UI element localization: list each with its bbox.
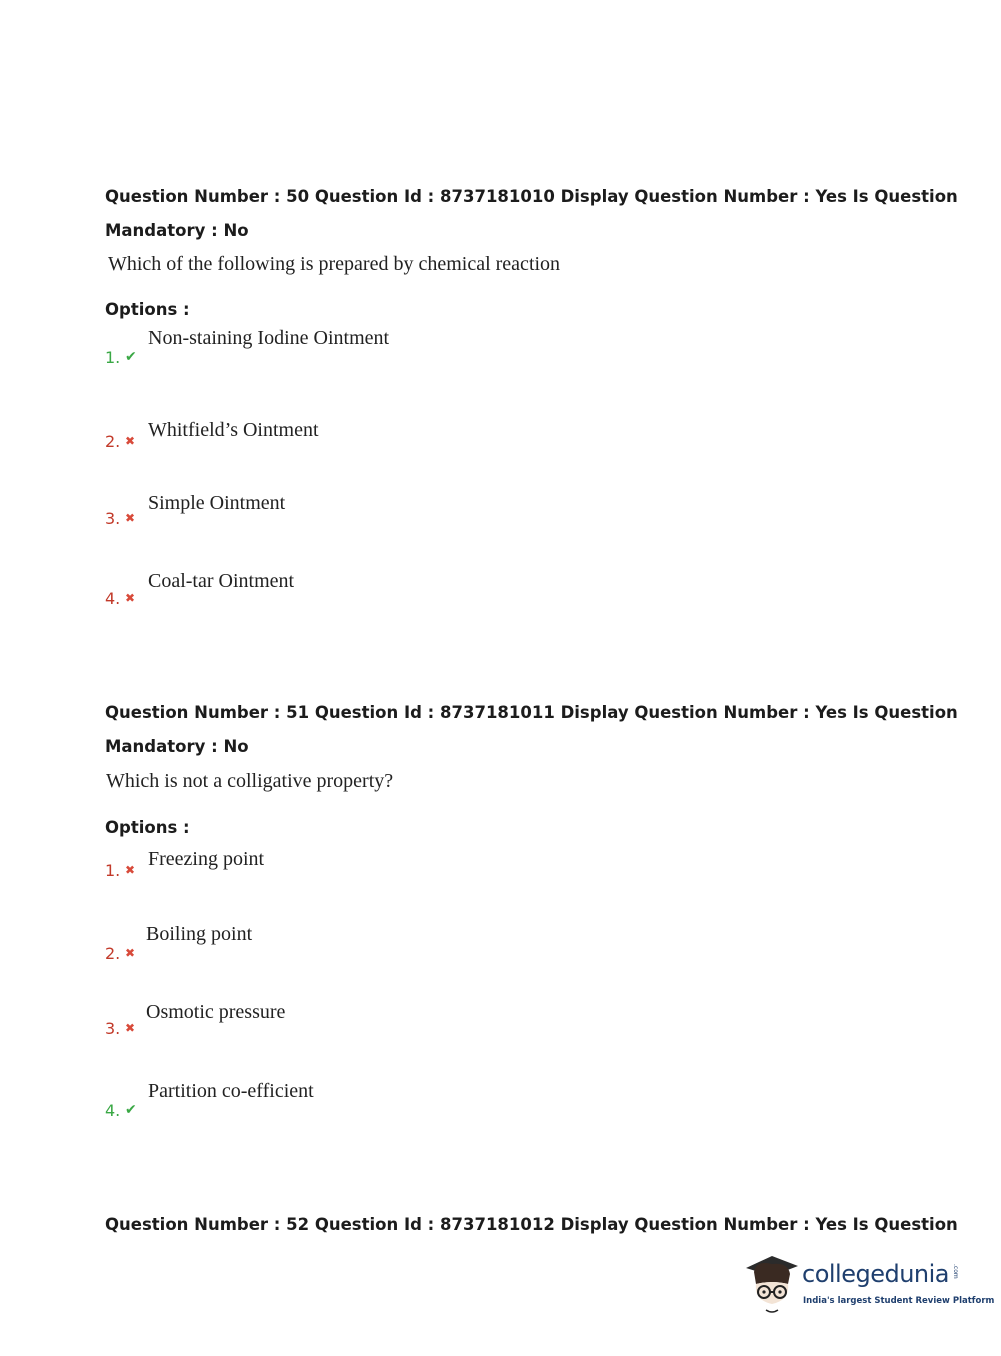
question-51-option-2 xyxy=(105,923,705,963)
logo-suffix: .com xyxy=(952,1264,959,1279)
cross-icon: ✖ xyxy=(125,591,136,605)
cross-icon: ✖ xyxy=(125,511,136,525)
question-52-meta-line1: Question Number : 52 Question Id : 8737181012 Display Question Number : Yes Is Question xyxy=(105,1215,958,1234)
check-icon: ✔ xyxy=(125,349,137,365)
option-number: 2. xyxy=(105,432,121,451)
option-number: 1. xyxy=(105,348,121,367)
option-text: Whitfield’s Ointment xyxy=(148,419,319,441)
cross-icon: ✖ xyxy=(125,434,136,448)
question-50-meta-line1: Question Number : 50 Question Id : 8737181010 Display Question Number : Yes Is Question xyxy=(105,187,958,206)
cross-icon: ✖ xyxy=(125,946,136,960)
question-51-option-3 xyxy=(105,998,705,1038)
logo-tagline: India's largest Student Review Platform xyxy=(803,1296,995,1306)
option-text: Simple Ointment xyxy=(148,492,286,514)
question-51-text: Which is not a colligative property? xyxy=(106,770,394,792)
question-51-option-1 xyxy=(105,840,705,880)
question-50-meta-line2: Mandatory : No xyxy=(105,221,249,240)
option-text: Boiling point xyxy=(146,923,253,945)
logo-wordmark: collegedunia xyxy=(802,1260,950,1288)
option-number: 3. xyxy=(105,509,121,528)
question-50-option-1 xyxy=(105,327,705,367)
question-51-meta-line2: Mandatory : No xyxy=(105,737,249,756)
question-50-option-3 xyxy=(105,488,705,528)
question-50-text: Which of the following is prepared by chemical reaction xyxy=(108,253,561,275)
option-number: 2. xyxy=(105,944,121,963)
mascot-graduation-cap-icon xyxy=(742,1250,802,1320)
question-51-option-4 xyxy=(105,1080,705,1120)
question-50-option-4 xyxy=(105,568,705,608)
question-50-option-2 xyxy=(105,411,705,451)
question-51-options-label: Options : xyxy=(105,818,190,837)
option-text: Osmotic pressure xyxy=(146,1001,286,1023)
question-50-options-label: Options : xyxy=(105,300,190,319)
check-icon: ✔ xyxy=(125,1102,137,1118)
option-text: Coal-tar Ointment xyxy=(148,570,295,592)
option-text: Non-staining Iodine Ointment xyxy=(148,327,390,349)
cross-icon: ✖ xyxy=(125,863,136,877)
option-number: 1. xyxy=(105,861,121,880)
option-number: 4. xyxy=(105,1101,121,1120)
option-text: Partition co-efficient xyxy=(148,1080,314,1102)
option-text: Freezing point xyxy=(148,848,265,870)
question-51-meta-line1: Question Number : 51 Question Id : 8737181011 Display Question Number : Yes Is Question xyxy=(105,703,958,722)
cross-icon: ✖ xyxy=(125,1021,136,1035)
option-number: 4. xyxy=(105,589,121,608)
collegedunia-logo xyxy=(742,1250,995,1320)
option-number: 3. xyxy=(105,1019,121,1038)
